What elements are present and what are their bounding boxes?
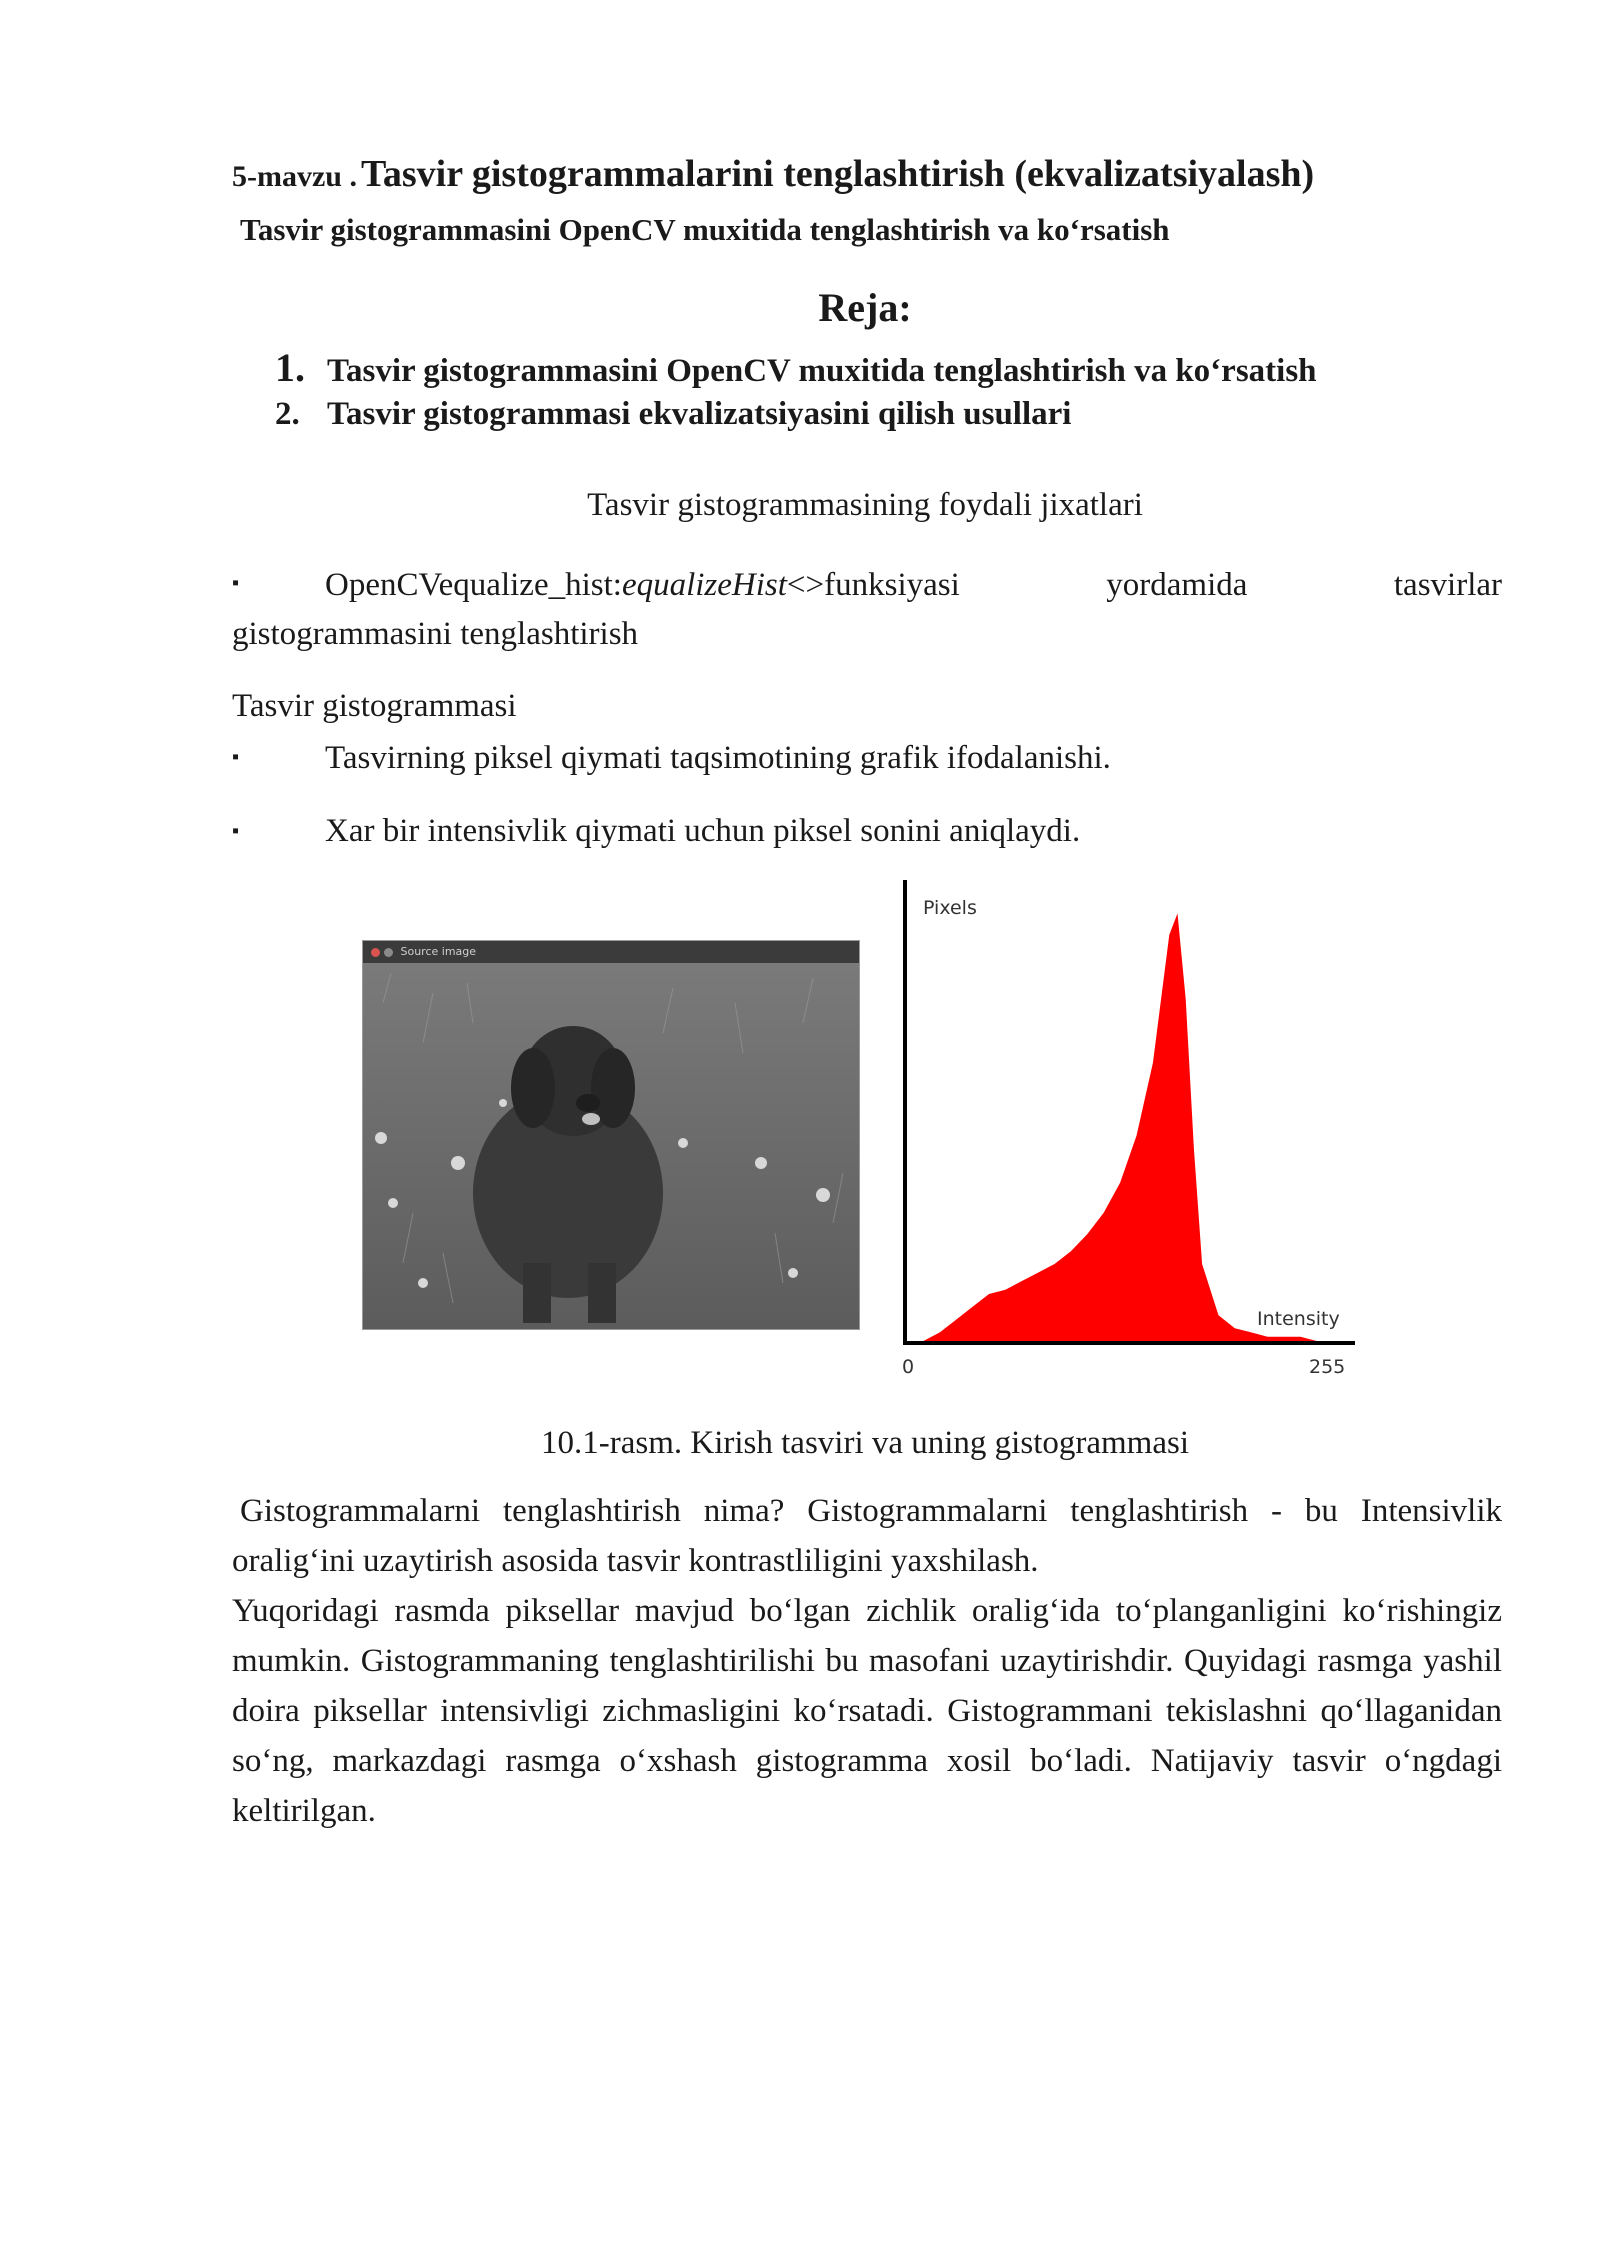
body-paragraph-1: Gistogrammalarni tenglashtirish nima? Gistogrammalarni tenglashtirish - bu Intensivlik oralig‘ini uzaytirish asosida tasvir kontrastliligini yaxshilash.: [232, 1493, 1502, 1579]
body-paragraph-2: Yuqoridagi rasmda piksellar mavjud bo‘lgan zichlik oralig‘ida to‘planganligini ko‘rishingiz mumkin. Gistogrammaning tenglashtirilishi bu masofani uzaytirishdir. Quyidagi rasmga yashil doira piksellar intensivligi zichmasligini ko‘rsatadi. Gistogrammani tekislashni qo‘llaganidan so‘ng, markazdagi rasmga o‘xshash gistogramma xosil bo‘ladi. Natijaviy tasvir o‘ngdagi keltirilgan.: [232, 1593, 1502, 1829]
histogram-label: Tasvir gistogrammasi: [232, 688, 517, 724]
equalize-bullet-line2: gistogrammasini tenglashtirish: [232, 616, 639, 652]
window-titlebar: [363, 941, 859, 963]
equalize-func-text: [325, 560, 960, 610]
plan-item-number: 1.: [275, 345, 305, 390]
bullet-marker: ▪: [232, 572, 240, 594]
plan-item-text: Tasvir gistogrammasini OpenCV muxitida tenglashtirish va ko‘rsatish: [327, 353, 1317, 389]
window-title: Source image: [400, 945, 477, 958]
plan-heading: Reja:: [818, 285, 912, 330]
x-tick-label-min: 0: [902, 1356, 915, 1378]
x-axis-label: Intensity: [1257, 1308, 1340, 1330]
minimize-icon: [384, 948, 393, 957]
document-title: [232, 152, 1314, 196]
plan-item-1: [275, 344, 1317, 391]
plan-item-text: Tasvir gistogrammasi ekvalizatsiyasini qilish usullari: [327, 396, 1072, 432]
body-text: [232, 1486, 1502, 1836]
close-icon: [371, 948, 380, 957]
histogram-chart: [885, 870, 1365, 1395]
bullet-marker: ▪: [232, 746, 240, 768]
word-yordamida: yordamida: [1106, 567, 1248, 603]
histogram-area: [907, 913, 1325, 1341]
histogram-bullet-1: Tasvirning piksel qiymati taqsimotining grafik ifodalanishi.: [325, 740, 1111, 776]
dog-photo: [363, 963, 859, 1329]
section-heading: Tasvir gistogrammasining foydali jixatlari: [587, 487, 1143, 523]
func-suffix: <>funksiyasi: [786, 567, 960, 603]
document-subtitle: Tasvir gistogrammasini OpenCV muxitida tenglashtirish va ko‘rsatish: [240, 212, 1170, 247]
topic-title: Tasvir gistogrammalarini tenglashtirish (ekvalizatsiyalash): [360, 153, 1315, 195]
plan-item-number: 2.: [275, 396, 300, 432]
histogram-bullet-2: Xar bir intensivlik qiymati uchun piksel sonini aniqlaydi.: [325, 813, 1081, 849]
figure-caption: 10.1-rasm. Kirish tasviri va uning gistogrammasi: [541, 1425, 1189, 1461]
func-prefix: OpenCVequalize_hist:: [325, 567, 622, 603]
equalize-bullet-line1: [325, 560, 1502, 610]
bullet-marker: ▪: [232, 820, 240, 842]
func-name: equalizeHist: [621, 567, 787, 603]
source-image-window: [362, 940, 860, 1330]
plan-item-2: [275, 396, 1071, 433]
y-axis-label: Pixels: [923, 897, 977, 919]
word-tasvirlar: tasvirlar: [1393, 567, 1502, 603]
topic-prefix: 5-mavzu .: [232, 160, 357, 193]
x-tick-label-max: 255: [1309, 1356, 1346, 1378]
